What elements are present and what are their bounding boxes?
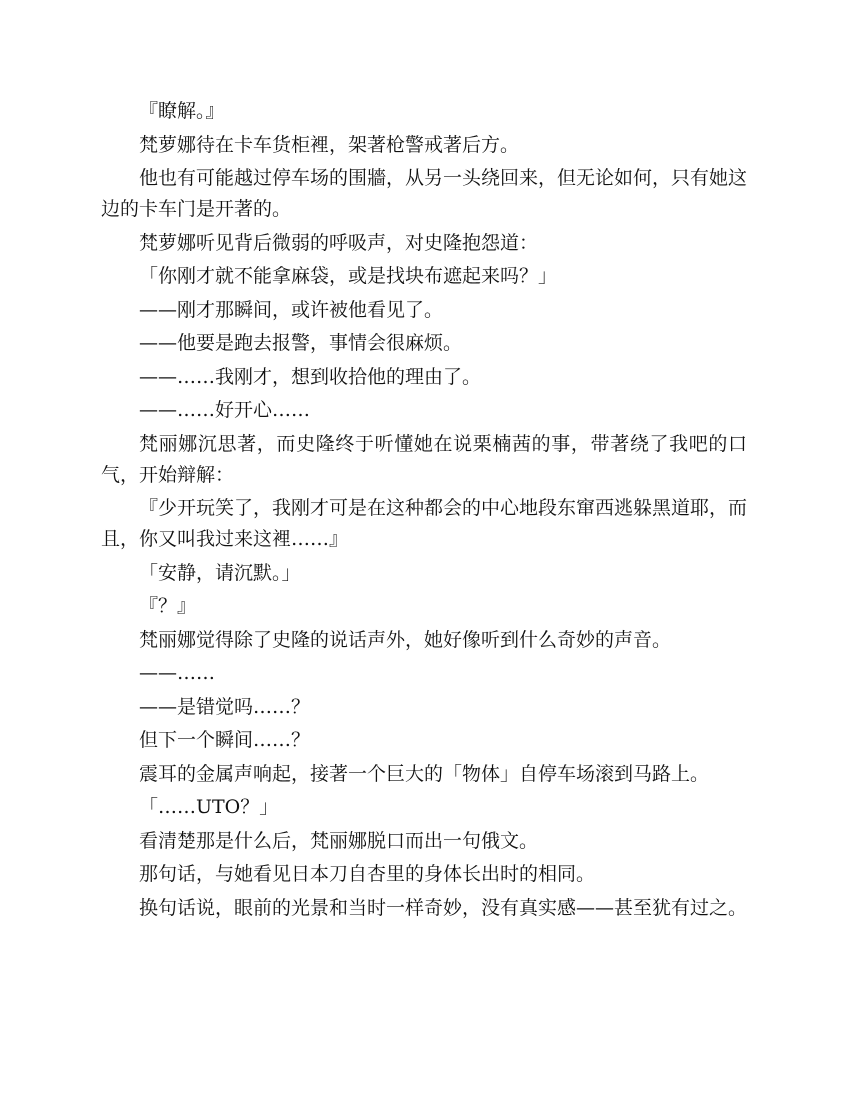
paragraph: ——……好开心…… [139,399,311,421]
paragraph: 那句话，与她看见日本刀自杏里的身体长出时的相同。 [139,863,596,885]
paragraph: ——…… [139,662,215,684]
paragraph: 梵萝娜听见背后微弱的呼吸声，对史隆抱怨道： [139,231,539,254]
paragraph: ——他要是跑去报警，事情会很麻烦。 [139,332,463,354]
paragraph: 但下一个瞬间……？ [139,729,311,751]
document-page [101,96,747,926]
paragraph: 「你刚才就不能拿麻袋，或是找块布遮起来吗？」 [139,265,558,287]
paragraph: 『少开玩笑了，我刚才可是在这种都会的中心地段东窜西逃躲黑道耶，而且，你又叫我过来这裡……』 [101,497,748,550]
paragraph: 震耳的金属声响起，接著一个巨大的「物体」自停车场滚到马路上。 [139,762,710,785]
paragraph: 梵丽娜觉得除了史隆的说话声外，她好像听到什么奇妙的声音。 [139,628,672,651]
paragraph: 「安静，请沉默。」 [139,561,301,584]
paragraph: 梵丽娜沉思著，而史隆终于听懂她在说栗楠茜的事，带著绕了我吧的口气，开始辩解： [101,432,747,486]
paragraph: 『？』 [139,595,197,617]
paragraph: ——……我刚才，想到收拾他的理由了。 [139,365,482,388]
paragraph: 他也有可能越过停车场的围牆，从另一头绕回来，但无论如何，只有她这边的卡车门是开著的。 [101,167,748,220]
paragraph: ——刚才那瞬间，或许被他看见了。 [139,298,444,321]
paragraph: 看清楚那是什么后，梵丽娜脱口而出一句俄文。 [139,829,539,852]
paragraph: 『瞭解。』 [139,100,225,122]
paragraph: ——是错觉吗……？ [139,695,311,718]
paragraph: 「……UTO？」 [139,796,279,818]
paragraph: 换句话说，眼前的光景和当时一样奇妙，没有真实感——甚至犹有过之。 [139,896,748,919]
paragraph: 梵萝娜待在卡车货柜裡，架著枪警戒著后方。 [139,133,520,156]
